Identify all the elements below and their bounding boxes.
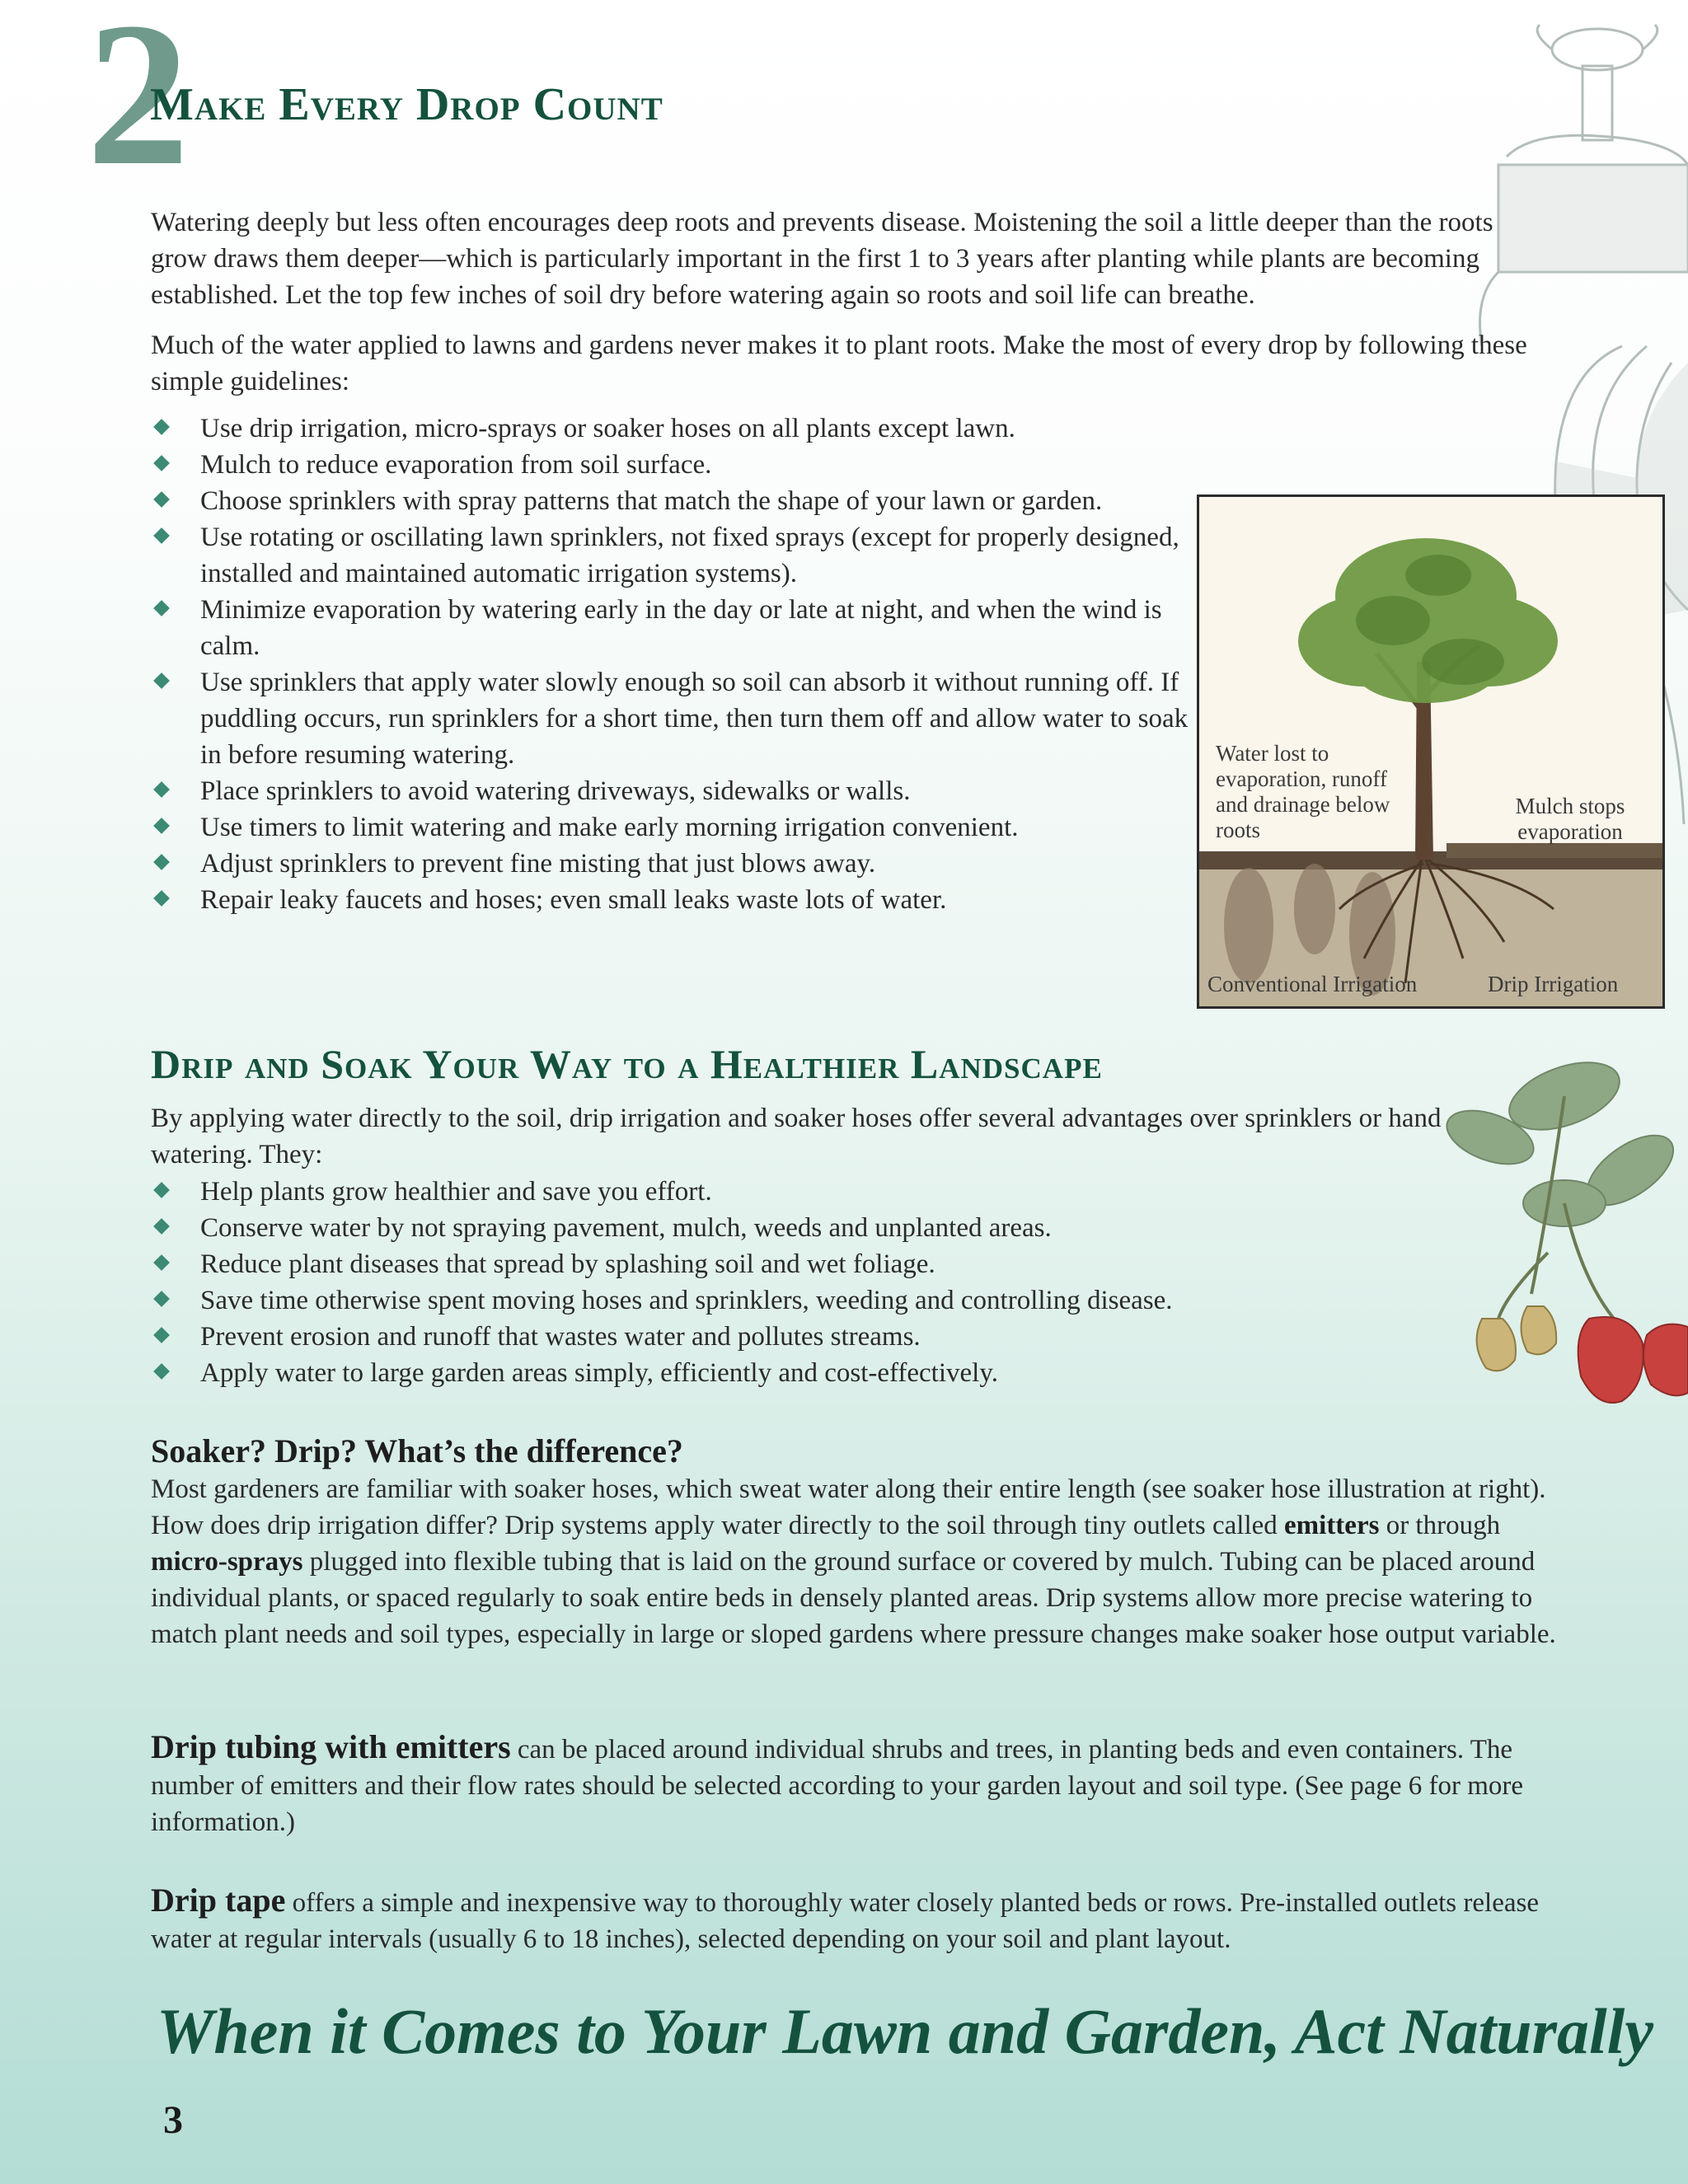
drip-intro: By applying water directly to the soil, drip irrigation and soaker hoses offer several advantages over sprinklers or hand watering. They: — [151, 1104, 1442, 1169]
emitters-term: emitters — [1284, 1511, 1380, 1540]
guidelines-intro: Much of the water applied to lawns and gardens never makes it to plant roots. Make the most of every drop by following these simple guidelines: — [151, 330, 1527, 396]
diamond-bullet-icon — [153, 854, 170, 870]
guidelines-list — [151, 410, 1198, 918]
drip-tape-paragraph: Drip tape offers a simple and inexpensive way to thoroughly water closely planted beds or rows. Pre-installed outlets release water at regular intervals (usually 6 to 18 inches), selected depending on your soil and plant layout. — [151, 1882, 1539, 1954]
diamond-bullet-icon — [153, 600, 170, 616]
micro-sprays-term: micro-sprays — [151, 1547, 303, 1577]
difference-paragraph: Most gardeners are familiar with soaker hoses, which sweat water along their entire length (see soaker hose illustration at right). How does drip irrigation differ? Drip systems apply water directly to the soil through tiny outlets called emitters or through micro-sprays plugged into flexible tubing that is laid on the ground surface or covered by mulch. Tubing can be placed around individual plants, or spaced regularly to soak entire beds in densely planted areas. Drip systems allow more precise watering to match plant needs and soil types, especially in large or sloped gardens where pressure changes make soaker hose output variable. — [151, 1474, 1556, 1649]
list-item: Place sprinklers to avoid watering driveways, sidewalks or walls. — [151, 773, 1189, 809]
intro-paragraph: Watering deeply but less often encourages deep roots and prevents disease. Moistening the soil a little deeper than the roots grow draws them deeper—which is particularly important in the first 1 to 3 years after planting while plants are becoming established. Let the top few inches of soil dry before watering again so roots and soil life can breathe. — [151, 208, 1493, 310]
diamond-bullet-icon — [153, 1182, 170, 1198]
page-number: 3 — [163, 2098, 183, 2142]
list-item: Conserve water by not spraying pavement, mulch, weeds and unplanted areas. — [151, 1210, 1387, 1246]
list-item: Use sprinklers that apply water slowly enough so soil can absorb it without running off. If puddling occurs, run sprinklers for a short time, then turn them off and allow water to soak in before resuming watering. — [151, 664, 1189, 773]
strawberry-illustration — [1441, 1047, 1688, 1426]
diamond-bullet-icon — [153, 673, 170, 689]
list-item: Save time otherwise spent moving hoses and sprinklers, weeding and controlling disease. — [151, 1282, 1387, 1319]
section-number: 2 — [87, 0, 190, 209]
diamond-bullet-icon — [153, 527, 170, 544]
list-item: Minimize evaporation by watering early in the day or late at night, and when the wind is calm. — [151, 592, 1189, 664]
drip-caption: Drip Irrigation — [1488, 972, 1619, 996]
diamond-bullet-icon — [153, 890, 170, 907]
page-title: Make Every Drop Count — [150, 79, 663, 130]
drip-tape-lead: Drip tape — [151, 1882, 286, 1919]
diamond-bullet-icon — [153, 455, 170, 471]
evaporation-label: Water lost to evaporation, runoff and drainage below roots — [1216, 741, 1390, 842]
drip-tubing-paragraph: Drip tubing with emitters can be placed around individual shrubs and trees, in planting beds and even containers. The number of emitters and their flow rates should be selected according to your garden layout and soil type. (See page 6 for more information.) — [151, 1728, 1524, 1837]
list-item: Use rotating or oscillating lawn sprinklers, not fixed sprays (except for properly designed, installed and maintained automatic irrigation systems). — [151, 519, 1189, 592]
diamond-bullet-icon — [153, 818, 170, 834]
section-heading-drip: Drip and Soak Your Way to a Healthier Landscape — [151, 1041, 1103, 1087]
section-heading-difference: Soaker? Drip? What’s the difference? — [151, 1432, 683, 1469]
list-item: Reduce plant diseases that spread by splashing soil and wet foliage. — [151, 1246, 1387, 1282]
list-item: Choose sprinklers with spray patterns that match the shape of your lawn or garden. — [151, 483, 1198, 519]
diamond-bullet-icon — [153, 1291, 170, 1307]
list-item: Repair leaky faucets and hoses; even small leaks waste lots of water. — [151, 882, 1189, 918]
list-item: Apply water to large garden areas simply, efficiently and cost-effectively. — [151, 1355, 1387, 1391]
diamond-bullet-icon — [153, 781, 170, 798]
list-item: Adjust sprinklers to prevent fine misting that just blows away. — [151, 846, 1189, 882]
irrigation-illustration — [1197, 494, 1665, 1009]
mulch-label: Mulch stops evaporation — [1515, 794, 1625, 844]
conventional-caption: Conventional Irrigation — [1207, 972, 1418, 996]
list-item: Use timers to limit watering and make early morning irrigation convenient. — [151, 809, 1189, 846]
list-item: Prevent erosion and runoff that wastes water and pollutes streams. — [151, 1319, 1387, 1355]
footer-tagline: When it Comes to Your Lawn and Garden, Act Naturally — [157, 1995, 1653, 2067]
list-item: Use drip irrigation, micro-sprays or soaker hoses on all plants except lawn. — [151, 410, 1198, 447]
diamond-bullet-icon — [153, 491, 170, 508]
diamond-bullet-icon — [153, 1327, 170, 1343]
diamond-bullet-icon — [153, 1254, 170, 1271]
advantages-list — [151, 1174, 1387, 1391]
diamond-bullet-icon — [153, 1218, 170, 1235]
drip-tubing-lead: Drip tubing with emitters — [151, 1728, 511, 1765]
list-item: Mulch to reduce evaporation from soil surface. — [151, 447, 1198, 483]
list-item: Help plants grow healthier and save you effort. — [151, 1174, 1387, 1210]
diamond-bullet-icon — [153, 419, 170, 435]
diamond-bullet-icon — [153, 1363, 170, 1380]
